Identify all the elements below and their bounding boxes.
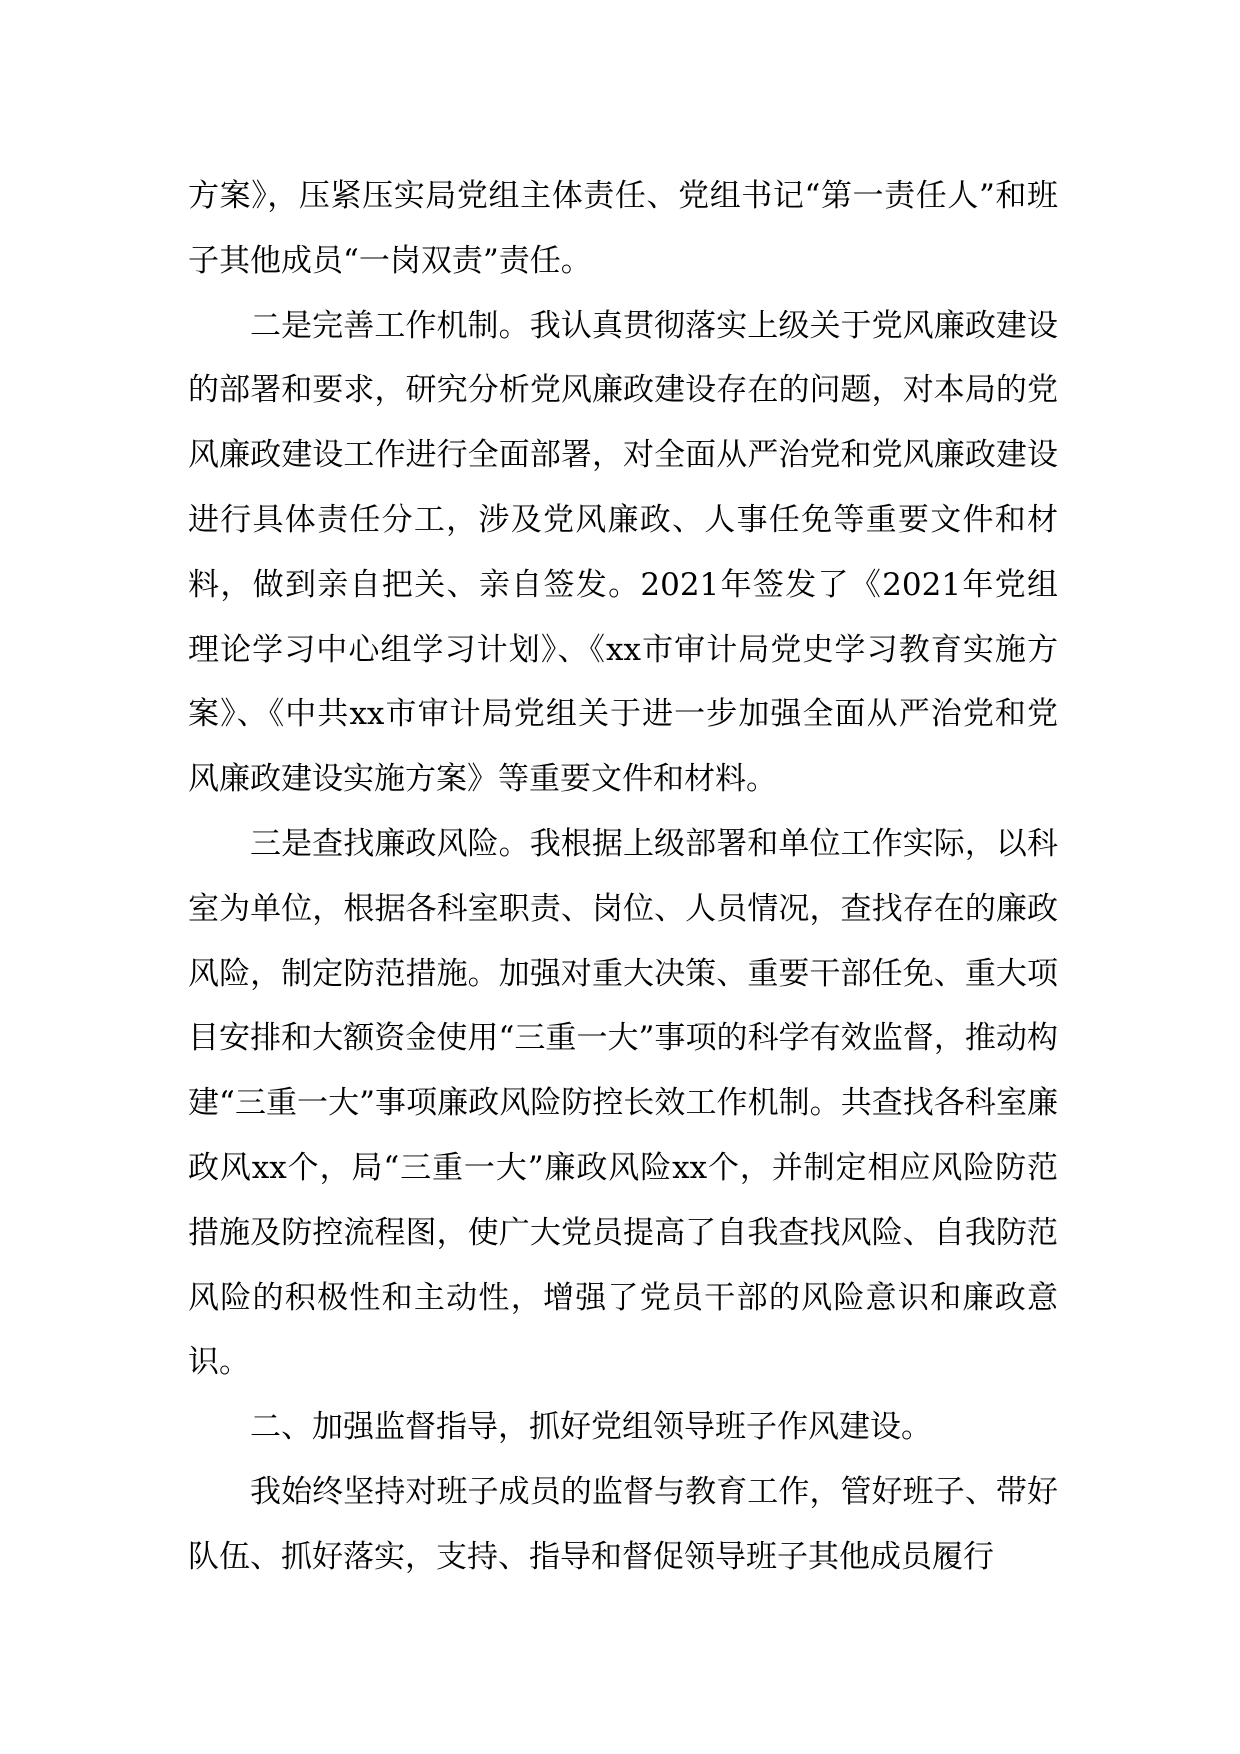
paragraph-work-mechanism: 二是完善工作机制。我认真贯彻落实上级关于党风廉政建设的部署和要求，研究分析党风廉政建设存在的问题，对本局的党风廉政建设工作进行全面部署，对全面从严治党和党风廉政建设进行具体责任分工，涉及党风廉政、人事任免等重要文件和材料，做到亲自把关、亲自签发。2021年签发了《2021年党组理论学习中心组学习计划》、《xx市审计局党史学习教育实施方案》、《中共xx市审计局党组关于进一步加强全面从严治党和党风廉政建设实施方案》等重要文件和材料。	[188, 307, 1058, 798]
paragraph-supervision: 我始终坚持对班子成员的监督与教育工作，管好班子、带好队伍、抓好落实，支持、指导和督促领导班子其他成员履行	[188, 1473, 1058, 1575]
paragraph-integrity-risk: 三是查找廉政风险。我根据上级部署和单位工作实际，以科室为单位，根据各科室职责、岗位、人员情况，查找存在的廉政风险，制定防范措施。加强对重大决策、重要干部任免、重大项目安排和大额资金使用“三重一大”事项的科学有效监督，推动构建“三重一大”事项廉政风险防控长效工作机制。共查找各科室廉政风xx个，局“三重一大”廉政风险xx个，并制定相应风险防范措施及防控流程图，使广大党员提高了自我查找风险、自我防范风险的积极性和主动性，增强了党员干部的风险意识和廉政意识。	[188, 825, 1058, 1381]
document-body	[188, 164, 1058, 1590]
paragraph-continuation: 方案》，压紧压实局党组主体责任、党组书记“第一责任人”和班子其他成员“一岗双责”责任。	[188, 178, 1058, 279]
section-heading-supervision: 二、加强监督指导，抓好党组领导班子作风建设。	[250, 1409, 932, 1446]
